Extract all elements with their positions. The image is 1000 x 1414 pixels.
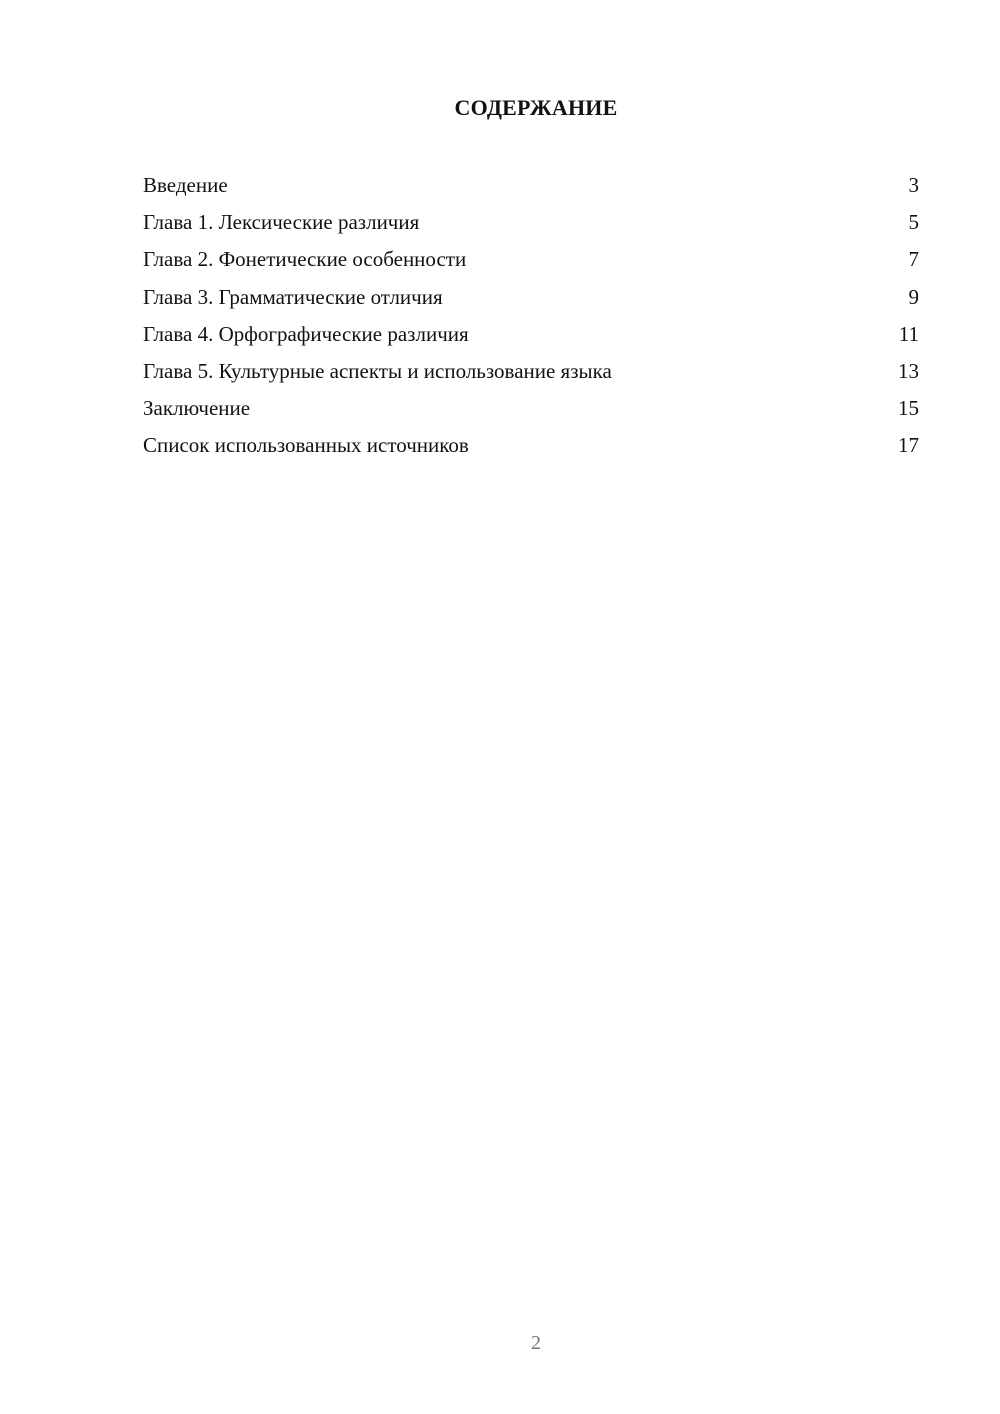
toc-item-chapter-2 xyxy=(143,244,919,281)
toc-item-references xyxy=(143,430,919,467)
toc-item-introduction xyxy=(143,170,919,207)
toc-item-chapter-3 xyxy=(143,282,919,319)
toc-item-chapter-4 xyxy=(143,319,919,356)
toc-item-page: 3 xyxy=(908,173,919,197)
toc-title: СОДЕРЖАНИЕ xyxy=(454,95,618,120)
toc-item-page: 7 xyxy=(908,247,919,272)
toc-item-page: 17 xyxy=(898,433,919,458)
toc-item-page: 5 xyxy=(908,210,919,235)
toc-item-label: Введение xyxy=(143,173,228,197)
toc-item-label: Глава 1. Лексические различия xyxy=(143,210,420,235)
toc-item-page: 13 xyxy=(898,358,919,383)
toc-item-page: 11 xyxy=(898,321,919,346)
toc-item-chapter-1 xyxy=(143,207,919,244)
page-number: 2 xyxy=(531,1332,541,1354)
toc-item-label: Глава 2. Фонетические особенности xyxy=(143,247,467,272)
toc-item-conclusion xyxy=(143,393,919,430)
toc-item-label: Глава 5. Культурные аспекты и использование языка xyxy=(143,358,612,383)
toc-item-chapter-5 xyxy=(143,356,919,393)
toc-item-label: Список использованных источников xyxy=(143,433,469,458)
toc-item-page: 15 xyxy=(898,396,919,421)
toc-item-label: Заключение xyxy=(143,396,251,421)
toc-item-label: Глава 3. Грамматические отличия xyxy=(143,284,443,309)
table-of-contents xyxy=(143,170,919,468)
toc-item-page: 9 xyxy=(908,284,919,309)
toc-item-label: Глава 4. Орфографические различия xyxy=(143,321,469,346)
